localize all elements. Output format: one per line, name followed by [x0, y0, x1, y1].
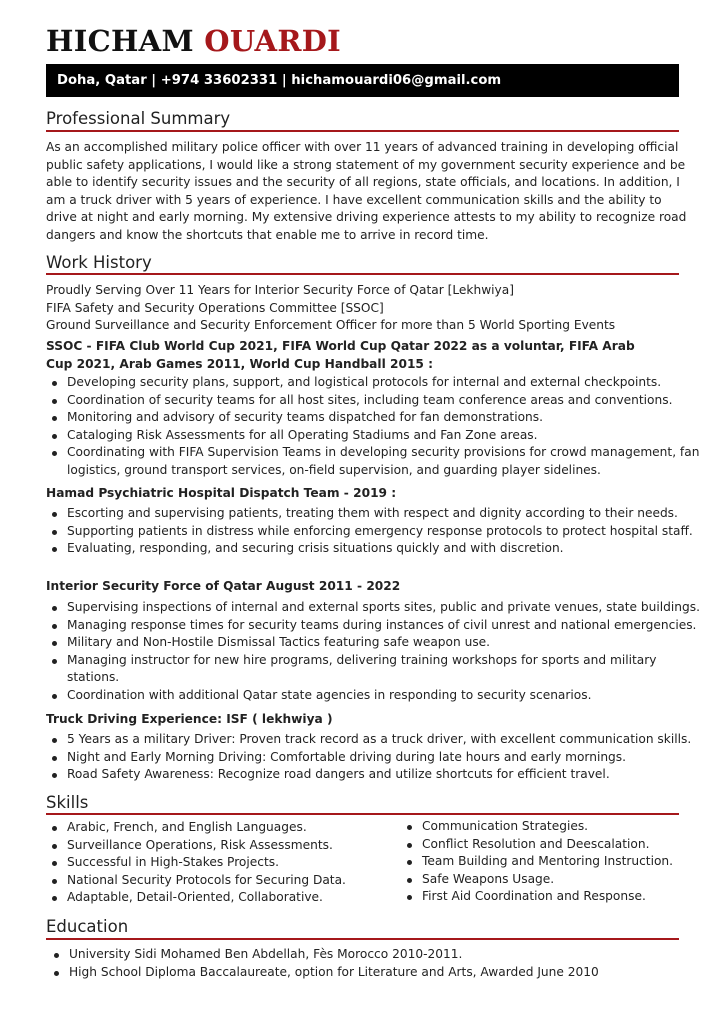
skill-item: Adaptable, Detail-Oriented, Collaborative.: [46, 889, 401, 907]
last-name: OUARDI: [204, 24, 342, 58]
education-divider: [46, 938, 679, 940]
list-item: Monitoring and advisory of security teams dispatched for fan demonstrations.: [46, 409, 706, 427]
education-item: High School Diploma Baccalaureate, option for Literature and Arts, Awarded June 2010: [48, 964, 708, 982]
list-item: Evaluating, responding, and securing crisis situations quickly and with discretion.: [46, 540, 706, 558]
job-heading-truck: Truck Driving Experience: ISF ( lekhwiya ): [46, 712, 333, 726]
job-heading-hamad: Hamad Psychiatric Hospital Dispatch Team - 2019 :: [46, 486, 397, 500]
list-item: Cataloging Risk Assessments for all Operating Stadiums and Fan Zone areas.: [46, 427, 706, 445]
education-list: [48, 946, 708, 981]
skill-item: Surveillance Operations, Risk Assessments.: [46, 837, 401, 855]
work-history-heading: Work History: [46, 253, 152, 272]
list-item: Road Safety Awareness: Recognize road dangers and utilize shortcuts for efficient travel.: [46, 766, 720, 784]
job-heading-isf: Interior Security Force of Qatar August 2011 - 2022: [46, 579, 401, 593]
skill-item: Communication Strategies.: [401, 818, 711, 836]
job-heading-ssoc: SSOC - FIFA Club World Cup 2021, FIFA World Cup Qatar 2022 as a voluntar, FIFA Arab Cup 2021, Arab Games 2011, World Cup Handball 2015 :: [46, 339, 635, 371]
list-item: Managing instructor for new hire programs, delivering training workshops for sports and military stations.: [46, 652, 707, 687]
skill-item: Conflict Resolution and Deescalation.: [401, 836, 711, 854]
skill-item: Arabic, French, and English Languages.: [46, 819, 401, 837]
work-history-divider: [46, 273, 679, 275]
list-item: Supervising inspections of internal and external sports sites, public and private venues, state buildings.: [46, 599, 720, 617]
list-item: Coordinating with FIFA Supervision Teams in developing security provisions for crowd management, fan logistics, ground transport services, on-field supervision, and guarding player sidelines.: [46, 444, 706, 479]
list-item: 5 Years as a military Driver: Proven track record as a truck driver, with excellent communication skills.: [46, 731, 720, 749]
skills-list-left: [46, 819, 401, 907]
skills-list-right: [401, 818, 711, 906]
work-intro-line: Ground Surveillance and Security Enforcement Officer for more than 5 World Sporting Events: [46, 318, 616, 332]
skills-divider: [46, 813, 679, 815]
list-item: Managing response times for security teams during instances of civil unrest and national emergencies.: [46, 617, 720, 635]
work-intro-line: FIFA Safety and Security Operations Committee [SSOC]: [46, 300, 384, 315]
candidate-name: [46, 24, 341, 58]
list-item: Night and Early Morning Driving: Comfortable driving during late hours and early mornings.: [46, 749, 720, 767]
skill-item: National Security Protocols for Securing Data.: [46, 872, 401, 890]
list-item: Coordination of security teams for all host sites, including team conference areas and conventions.: [46, 392, 706, 410]
list-item: Military and Non-Hostile Dismissal Tactics featuring safe weapon use.: [46, 634, 720, 652]
work-intro-line: Proudly Serving Over 11 Years for Interior Security Force of Qatar [Lekhwiya]: [46, 283, 514, 297]
skill-item: Safe Weapons Usage.: [401, 871, 711, 889]
first-name: HICHAM: [46, 24, 194, 58]
education-item: University Sidi Mohamed Ben Abdellah, Fès Morocco 2010-2011.: [48, 946, 708, 964]
skills-heading: Skills: [46, 793, 89, 812]
summary-text: As an accomplished military police officer with over 11 years of advanced training in developing official public safety applications, I would like a strong statement of my government security experience and be able to identify security issues and the security of all regions, state officials, and locations. In addition, I am a truck driver with 5 years of experience. I have excellent communication skills and the ability to drive at night and early morning. My extensive driving experience attests to my ability to recognize road dangers and know the shortcuts that enable me to arrive in record time.: [46, 140, 687, 242]
skill-item: Team Building and Mentoring Instruction.: [401, 853, 711, 871]
job-bullets-truck: [46, 731, 720, 784]
skill-item: First Aid Coordination and Response.: [401, 888, 711, 906]
list-item: Coordination with additional Qatar state agencies in responding to security scenarios.: [46, 687, 720, 705]
list-item: Escorting and supervising patients, treating them with respect and dignity according to their needs.: [46, 505, 706, 523]
list-item: Developing security plans, support, and logistical protocols for internal and external checkpoints.: [46, 374, 706, 392]
job-bullets-isf: [46, 599, 720, 705]
education-heading: Education: [46, 917, 129, 936]
summary-heading: Professional Summary: [46, 109, 231, 128]
contact-bar: Doha, Qatar | +974 33602331 | hichamouardi06@gmail.com: [46, 64, 679, 97]
job-bullets-ssoc: [46, 374, 706, 480]
summary-divider: [46, 130, 679, 132]
list-item: Supporting patients in distress while enforcing emergency response protocols to protect hospital staff.: [46, 523, 706, 541]
skill-item: Successful in High-Stakes Projects.: [46, 854, 401, 872]
job-bullets-hamad: [46, 505, 706, 558]
